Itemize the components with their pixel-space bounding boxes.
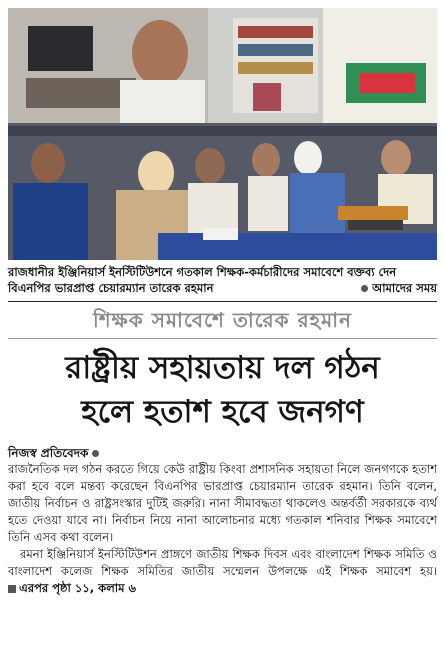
divider: [8, 301, 437, 302]
continued-text: এরপর পৃষ্ঠা ১১, কলাম ৬: [19, 581, 136, 595]
headline-line-1: রাষ্ট্রীয় সহায়তায় দল গঠন: [65, 350, 380, 386]
paragraph-2: [8, 546, 437, 597]
kicker: শিক্ষক সমাবেশে তারেক রহমান: [93, 308, 352, 332]
photo-credit: [357, 280, 437, 296]
bullet-icon: [92, 450, 99, 457]
photo-caption: [8, 264, 437, 296]
paragraph-1: রাজনৈতিক দল গঠন করতে গিয়ে কেউ রাষ্ট্রীয় কিংবা প্রশাসনিক সহায়তা নিলে জনগণকে হতাশ করা হবে বলে মন্তব্য করেছেন বিএনপির ভারপ্রাপ্ত চেয়ারম্যান তারেক রহমান। তিনি বলেন, জাতীয় নির্বাচন ও রাষ্ট্রসংস্কার দুটিই জরুরি। নানা সীমাবদ্ধতা থাকলেও অন্তর্বর্তী সরকারকে ব্যর্থ হতে দেওয়া যাবে না। নির্বাচন নিয়ে নানা আলোচনার মধ্যে গতকাল শনিবার শিক্ষক সমাবেশে তিনি এসব কথা বলেন।: [8, 462, 437, 544]
photo-credit-text: আমাদের সময়: [372, 281, 437, 295]
article-body: [8, 461, 437, 597]
square-bullet-icon: [8, 585, 16, 593]
bullet-icon: [361, 285, 368, 292]
byline-text: নিজস্ব প্রতিবেদক: [8, 446, 89, 460]
event-photo-illustration: [8, 8, 437, 260]
headline-line-2: হলে হতাশ হবে জনগণ: [81, 394, 364, 430]
continued-link[interactable]: [8, 581, 136, 595]
paragraph-2-text: রমনা ইঞ্জিনিয়ার্স ইনস্টিটিউশন প্রাঙ্গণে জাতীয় শিক্ষক দিবস এবং বাংলাদেশ শিক্ষক সমিতি ও বাংলাদেশ কলেজ শিক্ষক সমিতির জাতীয় সম্মেলন উপলক্ষে এই শিক্ষক সমাবেশ হয়।: [8, 547, 437, 578]
byline: [8, 445, 437, 461]
news-photo: [8, 8, 437, 260]
headline: [8, 346, 437, 434]
caption-text: রাজধানীর ইঞ্জিনিয়ার্স ইনস্টিটিউশনে গতকাল শিক্ষক-কর্মচারীদের সমাবেশে বক্তব্য দেন বিএনপির ভারপ্রাপ্ত চেয়ারম্যান তারেক রহমান: [8, 265, 397, 295]
divider: [8, 338, 437, 339]
